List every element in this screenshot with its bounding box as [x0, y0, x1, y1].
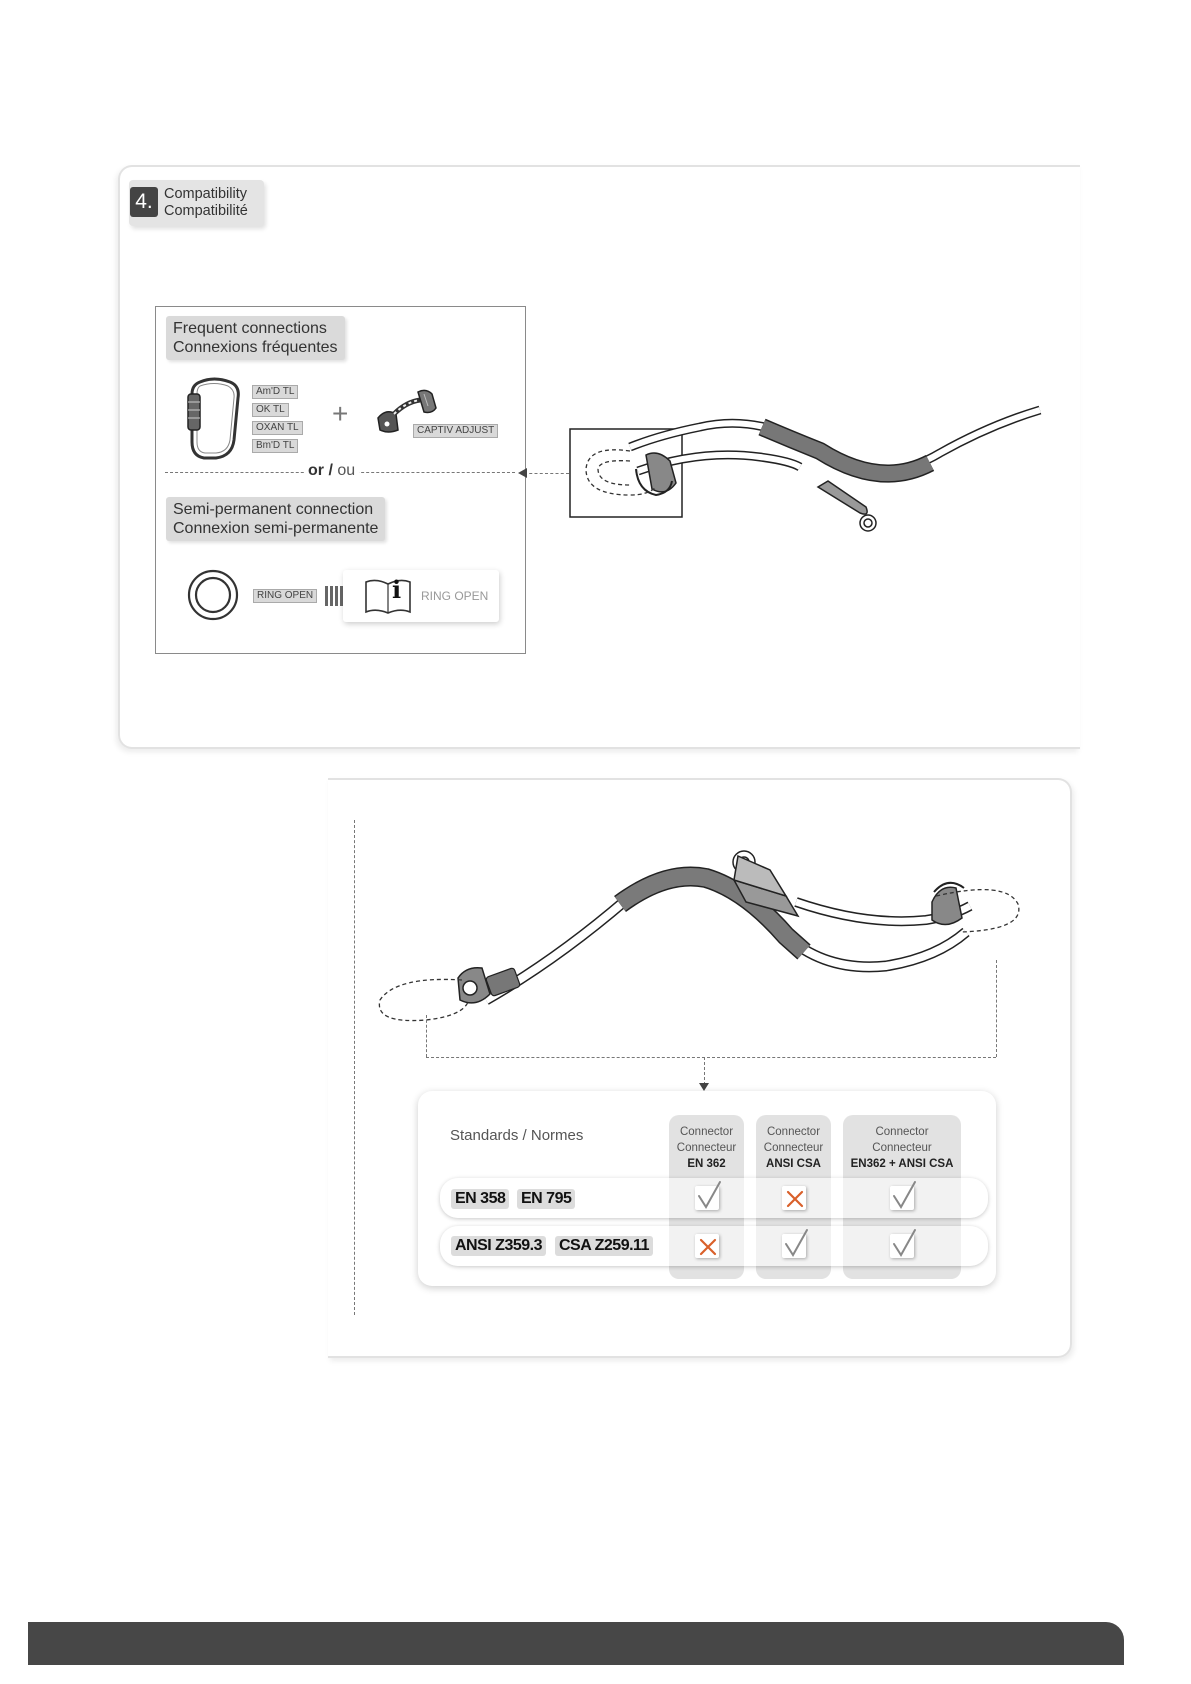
- column-header-en362: [666, 1124, 747, 1172]
- arrow-down-icon: [699, 1083, 709, 1091]
- standard-chip: CSA Z259.11: [555, 1236, 653, 1256]
- result-cell: [695, 1234, 719, 1258]
- frequent-title-en: Frequent connections: [173, 320, 327, 337]
- check-icon: [888, 1180, 918, 1210]
- plus-sign: +: [332, 398, 349, 429]
- column-header-line: Connector: [766, 1126, 821, 1138]
- footer-bar: [28, 1622, 1124, 1665]
- section-title-en: Compatibility: [164, 186, 247, 202]
- ring-open-tag: RING OPEN: [253, 589, 317, 603]
- column-header-standard: EN 362: [687, 1158, 726, 1170]
- result-cell: [890, 1186, 914, 1210]
- result-cell: [695, 1186, 719, 1210]
- standard-chip: ANSI Z359.3: [451, 1236, 546, 1256]
- cross-icon: [780, 1180, 810, 1210]
- check-icon: [780, 1228, 810, 1258]
- carabiner-tag: Am'D TL: [252, 385, 298, 399]
- result-cell: [782, 1234, 806, 1258]
- carabiner-tag: OK TL: [252, 403, 289, 417]
- column-header-line: Connector: [679, 1126, 734, 1138]
- info-book-icon: [364, 576, 412, 616]
- frequent-connections-label: [166, 316, 345, 360]
- standards-label: Standards / Normes: [450, 1127, 584, 1144]
- pointer-arrow-icon: [518, 468, 528, 478]
- or-separator: [304, 462, 359, 480]
- vertical-guide-line: [354, 820, 355, 1315]
- info-ring-open-text: RING OPEN: [421, 589, 489, 603]
- ring-icon: [186, 568, 240, 622]
- or-slash: /: [328, 462, 333, 479]
- connector-guide-right: [996, 960, 997, 1057]
- carabiner-tag: OXAN TL: [252, 421, 303, 435]
- check-icon: [693, 1180, 723, 1210]
- frequent-title-fr: Connexions fréquentes: [173, 339, 338, 356]
- connector-guide-left: [426, 1015, 427, 1057]
- column-header-line: Connecteur: [763, 1142, 824, 1154]
- ou-word: ou: [337, 462, 356, 479]
- column-header-ansi-csa: [753, 1124, 834, 1172]
- section-title: [164, 186, 248, 220]
- column-header-line: Connecteur: [872, 1142, 932, 1154]
- column-header-line: Connector: [875, 1126, 929, 1138]
- or-word: or: [308, 462, 324, 479]
- cross-icon: [693, 1228, 723, 1258]
- check-icon: [888, 1228, 918, 1258]
- result-cell: [890, 1234, 914, 1258]
- lanyard-illustration-large: [366, 840, 1050, 1100]
- semi-title-en: Semi-permanent connection: [173, 501, 374, 518]
- carabiner-icon: [186, 376, 242, 462]
- captiv-tag: CAPTIV ADJUST: [413, 424, 498, 438]
- standard-chip: EN 358: [451, 1189, 509, 1209]
- carabiner-tag: Bm'D TL: [252, 439, 298, 453]
- result-cell: [782, 1186, 806, 1210]
- semi-permanent-label: [166, 497, 385, 541]
- column-header-standard: EN362 + ANSI CSA: [850, 1158, 954, 1170]
- standard-chip: EN 795: [517, 1189, 575, 1209]
- connector-guide-bottom: [426, 1057, 996, 1058]
- section-number: 4.: [130, 187, 158, 217]
- column-header-line: Connecteur: [676, 1142, 737, 1154]
- section-title-fr: Compatibilité: [164, 203, 248, 219]
- connector-guide-center: [704, 1057, 705, 1085]
- column-header-standard: ANSI CSA: [766, 1158, 821, 1170]
- column-header-combined: [842, 1124, 962, 1172]
- semi-title-fr: Connexion semi-permanente: [173, 520, 379, 537]
- info-glyph: i: [392, 575, 402, 604]
- lanyard-illustration: [560, 405, 1060, 545]
